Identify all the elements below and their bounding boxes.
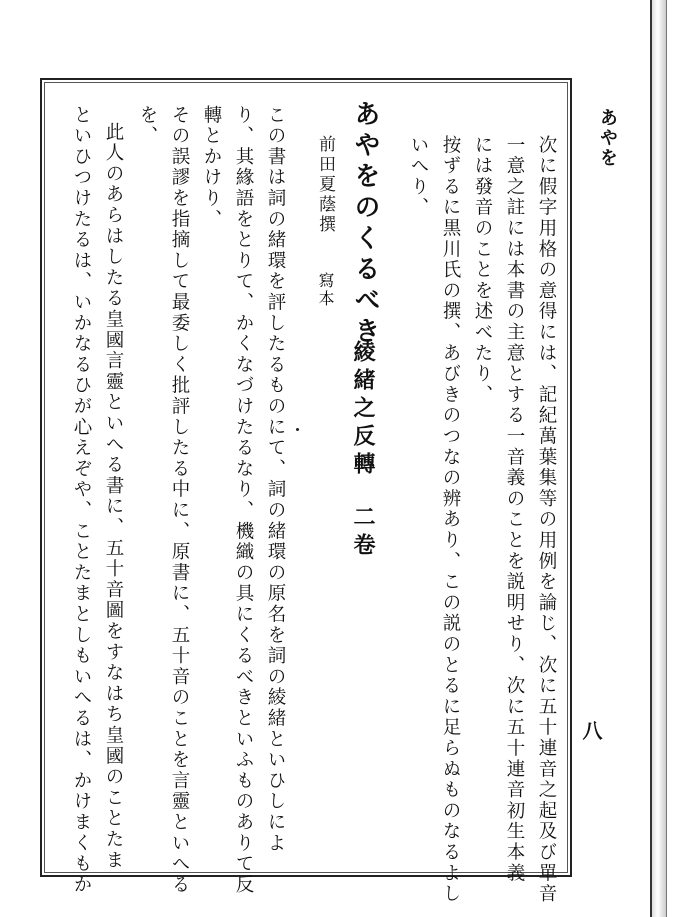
running-header: あやを <box>597 108 618 168</box>
text-column: 一意之註には本書の主意とする一音義のことを説明せり、次に五十連音初生本義 <box>504 135 525 884</box>
decorative-dot <box>296 428 299 431</box>
author-line: 前田夏蔭撰 <box>315 135 335 235</box>
text-column: り、其緣語をとりて、かくなづけたるなり、機織の具にくるべきといふものありて反 <box>233 105 254 896</box>
text-column: には發音のことを述べたり、 <box>472 135 493 406</box>
work-title: 綾緒之反轉 <box>350 340 376 480</box>
text-column: 此人のあらはしたる皇國言靈といへる書に、五十音圖をすなはち皇國のことたま <box>103 122 124 871</box>
text-column: といひつけたるは、いかなるひが心えぞや、ことたまとしもいへるは、かけまくもか <box>71 105 92 896</box>
book-binding-edge <box>650 0 667 917</box>
page-number: 八 <box>579 720 603 740</box>
text-column: 轉とかけり、 <box>201 105 222 230</box>
text-column: 次に假字用格の意得には、記紀萬葉集等の用例を論じ、次に五十連音之起及び單音 <box>536 135 557 905</box>
text-column: 按ずるに黒川氏の撰、あびきのつなの辨あり、この説のとるに足らぬものなるよし <box>440 135 461 905</box>
text-column: その誤謬を指摘して最委しく批評したる中に、原書に、五十音のことを言靈といへる <box>169 105 190 896</box>
section-title: あやをのくるべき <box>350 100 380 348</box>
volume-count: 二卷 <box>350 505 376 561</box>
text-column: この書は詞の緒環を評したるものにて、詞の緒環の原名を詞の綾緒といひしによ <box>265 105 286 854</box>
text-column: いへり、 <box>408 135 429 219</box>
manuscript-note: 寫本 <box>316 272 335 308</box>
text-column: を、 <box>137 105 158 147</box>
